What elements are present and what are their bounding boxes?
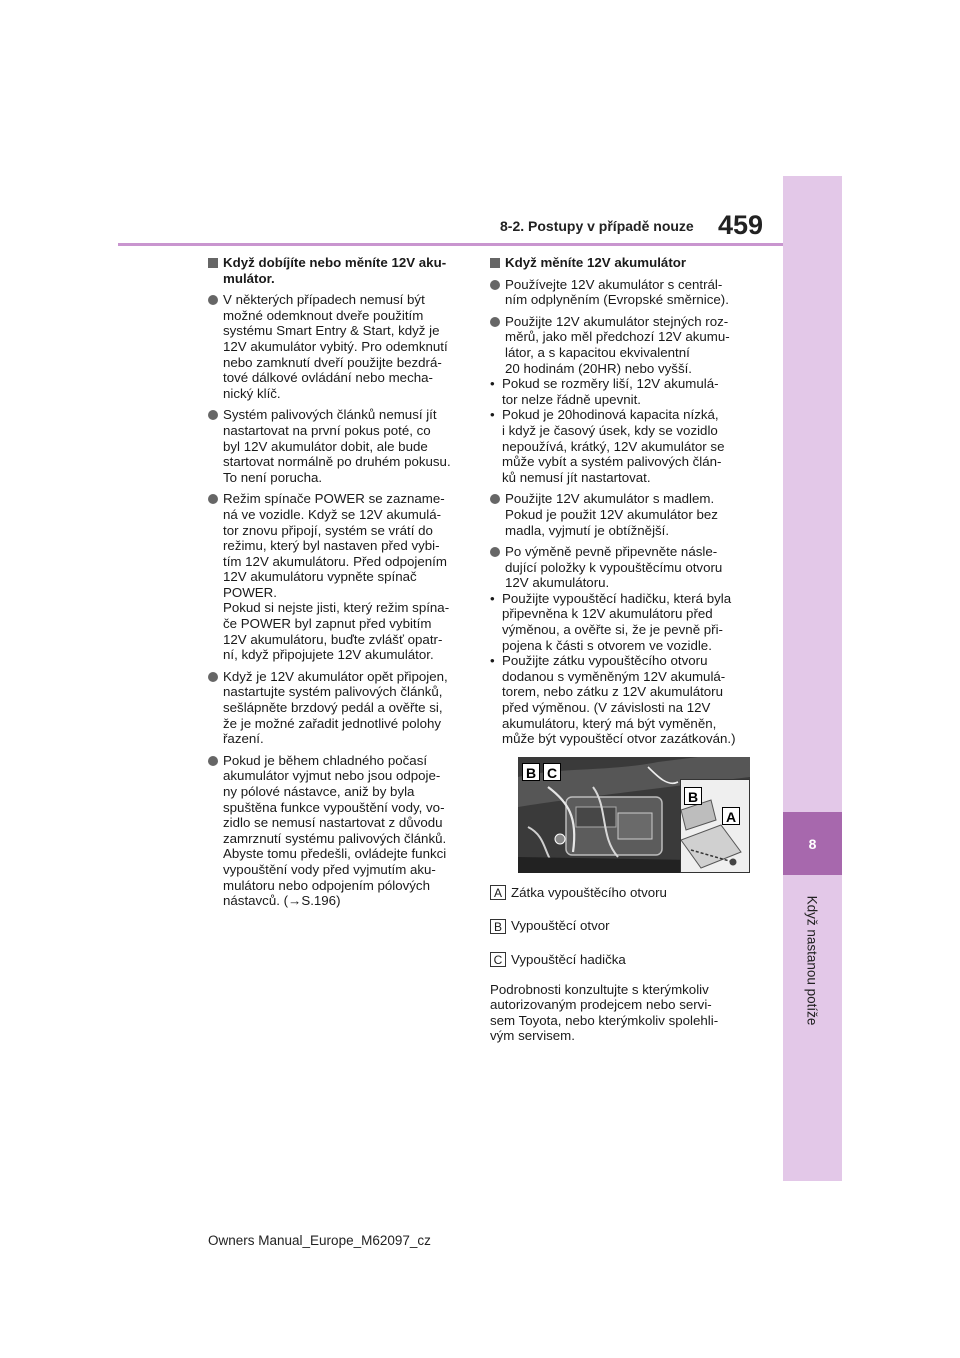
sub-list-item: • Pokud je 20hodinová kapacita nízká, i když je časový úsek, kdy se vozidlo nepoužívá, krátký, 12V akumulátor se může vybít a systém palivových člán- ků nemusí jít nastartovat.	[490, 407, 725, 485]
closing-paragraph: Podrobnosti konzultujte s kterýmkoliv autorizovaným prodejcem nebo servi- sem Toyota, nebo kterýmkoliv spolehli- vým servisem.	[490, 981, 719, 1044]
list-item: Když je 12V akumulátor opět připojen, nastartujte systém palivových článků, sešlápněte brzdový pedál a ověřte si, že je možné zařadit jednotlivé polohy řazení.	[208, 669, 470, 747]
legend-key: C	[490, 952, 506, 967]
label-c-callout: C	[543, 763, 561, 781]
square-bullet-icon	[208, 258, 218, 268]
page-reference-link[interactable]: Pokud je během chladného počasí akumulátor vyjmut nebo jsou odpoje- ny pólové nástavce, aniž by byla spuštěna funkce vypouštění vody, vo- zidlo se nemusí nastartovat z důvodu zamrznutí systému palivových článků. Abyste tomu předešli, ovládejte funkci vypouštění vody před vyjmutím aku- mulátoru nebo odpojením pólových nástavců. (→S.196)	[223, 752, 447, 909]
legend-item: B Vypouštěcí otvor	[490, 918, 760, 934]
left-column	[208, 255, 470, 915]
sub-list-item: • Použijte zátku vypouštěcího otvoru dodanou s vyměněným 12V akumulá- torem, nebo zátku z 12V akumulátoru před výměnou. (V závislosti na 12V akumulátoru, který má být vyměněn, může být vypouštěcí otvor zazátkován.)	[490, 653, 736, 747]
list-item: Režim spínače POWER se zazname- ná ve vozidle. Když se 12V akumulá- tor znovu připojí, systém se vrátí do režimu, který byl nastaven před vybi- tím 12V akumulátoru. Před odpojením 12V akumulátoru vypněte spínač POWER. Pokud si nejste jisti, který režim spína- če POWER byl zapnut před vybitím 12V akumulátoru, buďte zvlášť opatr- ní, když připojujete 12V akumulátor.	[208, 491, 470, 663]
right-column	[490, 255, 760, 1044]
list-item: Po výměně pevně připevněte násle- dující položky k vypouštěcímu otvoru 12V akumulátoru.	[490, 544, 760, 591]
chapter-label: Když nastanou potíže	[804, 895, 820, 1025]
legend-item: A Zátka vypouštěcího otvoru	[490, 885, 760, 901]
legend-item: C Vypouštěcí hadička	[490, 952, 760, 968]
page-number: 459	[718, 210, 764, 240]
footer-text: Owners Manual_Europe_M62097_cz	[208, 1233, 431, 1248]
label-b-callout: B	[684, 787, 702, 805]
square-bullet-icon	[490, 258, 500, 268]
list-item: Použijte 12V akumulátor s madlem. Pokud je použit 12V akumulátor bez madla, vyjmutí je obtížnější.	[490, 491, 760, 538]
left-heading: Když dobíjíte nebo měníte 12V aku- mulátor.	[208, 255, 470, 286]
bullet-dot-icon	[208, 410, 218, 420]
bullet-dot-icon	[208, 756, 218, 766]
bullet-dot-icon	[490, 547, 500, 557]
bullet-dot-icon	[208, 672, 218, 682]
header-rule	[118, 243, 783, 246]
legend-key: A	[490, 885, 506, 900]
bullet-dot-icon	[208, 494, 218, 504]
right-heading: Když měníte 12V akumulátor	[490, 255, 760, 271]
bullet-dot-icon	[490, 494, 500, 504]
list-item: Používejte 12V akumulátor s centrál- ním odplyněním (Evropské směrnice).	[490, 277, 760, 308]
list-item	[208, 753, 470, 909]
bullet-dot-icon	[490, 280, 500, 290]
chapter-number-tab[interactable]: 8	[783, 812, 842, 875]
sub-list-item: • Použijte vypouštěcí hadičku, která byla připevněna k 12V akumulátoru před výměnou, a ověřte si, že je pevně při- pojena k části s otvorem ve vozidle.	[490, 590, 732, 653]
label-a-callout: A	[722, 807, 740, 825]
bullet-dot-icon	[208, 295, 218, 305]
sub-list-item: • Pokud se rozměry liší, 12V akumulá- tor nelze řádně upevnit.	[490, 376, 719, 407]
bullet-dot-icon	[490, 317, 500, 327]
list-item: Použijte 12V akumulátor stejných roz- měrů, jako měl předchozí 12V akumu- látor, a s kapacitou ekvivalentní 20 hodinám (20HR) nebo vyšší.	[490, 314, 760, 376]
list-item: V některých případech nemusí být možné odemknout dveře použitím systému Smart Entry & Start, když je 12V akumulátor vybitý. Pro odemknutí nebo zamknutí dveří použijte bezdrá- tové dálkové ovládání nebo mecha- nický klíč.	[208, 292, 470, 401]
legend-key: B	[490, 919, 506, 934]
battery-drain-figure	[518, 757, 750, 873]
list-item: Systém palivových článků nemusí jít nastartovat na první pokus poté, co byl 12V akumulátor dobit, ale bude startovat normálně po druhém pokusu. To není porucha.	[208, 407, 470, 485]
section-title: 8-2. Postupy v případě nouze	[500, 218, 694, 234]
label-b-callout: B	[522, 763, 540, 781]
